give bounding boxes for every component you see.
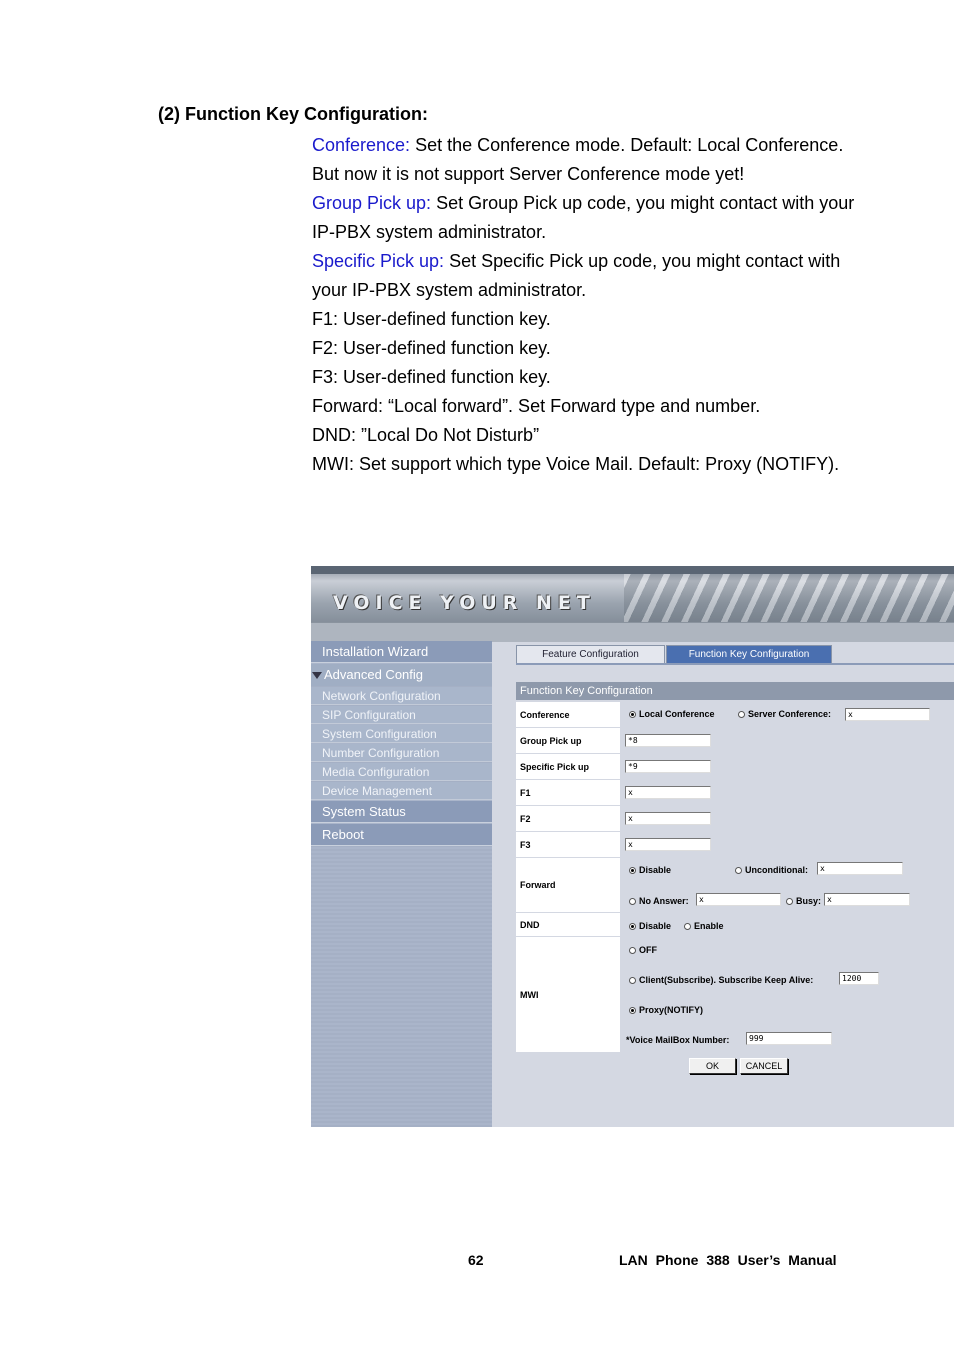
dnd-description: DND: ”Local Do Not Disturb” bbox=[312, 425, 540, 445]
label-f2: F2 bbox=[516, 806, 620, 831]
mwi-client-option[interactable] bbox=[629, 975, 813, 985]
tab-feature-configuration[interactable]: Feature Configuration bbox=[516, 645, 665, 663]
mwi-proxy-option[interactable] bbox=[629, 1005, 703, 1015]
keep-alive-input[interactable]: 1200 bbox=[839, 972, 879, 985]
sidebar-item-installation-wizard[interactable]: Installation Wizard bbox=[311, 641, 492, 663]
brand-logo: VOICE YOUR NET bbox=[333, 592, 596, 614]
sidebar-item-number-configuration[interactable]: Number Configuration bbox=[311, 744, 492, 762]
sidebar-item-reboot[interactable]: Reboot bbox=[311, 824, 492, 846]
panel-title: Function Key Configuration bbox=[516, 682, 954, 700]
option-label: Enable bbox=[694, 921, 724, 931]
conference-text: Set the Conference mode. Default: Local Conference. But now it is not support Server Conference mode yet! bbox=[312, 135, 844, 184]
server-conference-input[interactable]: x bbox=[845, 708, 930, 721]
radio-icon[interactable] bbox=[735, 867, 742, 874]
voicemail-number-label: *Voice MailBox Number: bbox=[626, 1035, 730, 1045]
local-conference-option[interactable] bbox=[629, 709, 715, 719]
option-label: Server Conference: bbox=[748, 709, 832, 719]
mwi-off-option[interactable] bbox=[629, 945, 657, 955]
f3-description: F3: User-defined function key. bbox=[312, 367, 551, 387]
group-pickup-input[interactable]: *8 bbox=[625, 734, 711, 747]
label-conference: Conference bbox=[516, 702, 620, 727]
radio-selected-icon[interactable] bbox=[629, 711, 636, 718]
radio-icon[interactable] bbox=[738, 711, 745, 718]
label-mwi: MWI bbox=[516, 937, 620, 1052]
mwi-description: MWI: Set support which type Voice Mail. Default: Proxy (NOTIFY). bbox=[312, 454, 840, 474]
unconditional-input[interactable]: x bbox=[817, 862, 903, 875]
sidebar-item-label: Advanced Config bbox=[324, 667, 424, 682]
tab-function-key-configuration[interactable]: Function Key Configuration bbox=[666, 645, 832, 663]
label-dnd: DND bbox=[516, 913, 620, 936]
option-label: OFF bbox=[639, 945, 657, 955]
voicemail-number-input[interactable]: 999 bbox=[746, 1032, 832, 1045]
sidebar-item-system-status[interactable]: System Status bbox=[311, 801, 492, 823]
forward-description: Forward: “Local forward”. Set Forward type and number. bbox=[312, 396, 761, 416]
option-label: Local Conference bbox=[639, 709, 715, 719]
group-pickup-text: Set Group Pick up code, you might contact with your IP-PBX system administrator. bbox=[312, 193, 855, 242]
label-f3: F3 bbox=[516, 832, 620, 857]
no-answer-input[interactable]: x bbox=[696, 893, 781, 906]
banner bbox=[311, 566, 954, 641]
label-group-pickup: Group Pick up bbox=[516, 728, 620, 753]
forward-busy-option[interactable] bbox=[786, 896, 821, 906]
f2-input[interactable]: x bbox=[625, 812, 711, 825]
radio-icon[interactable] bbox=[629, 947, 636, 954]
tab-underline bbox=[516, 663, 954, 665]
radio-icon[interactable] bbox=[786, 898, 793, 905]
radio-icon[interactable] bbox=[629, 898, 636, 905]
forward-disable-option[interactable] bbox=[629, 865, 671, 875]
busy-input[interactable]: x bbox=[824, 893, 910, 906]
sidebar bbox=[311, 641, 492, 1127]
radio-icon[interactable] bbox=[629, 977, 636, 984]
label-specific-pickup: Specific Pick up bbox=[516, 754, 620, 779]
label-f1: F1 bbox=[516, 780, 620, 805]
radio-selected-icon[interactable] bbox=[629, 923, 636, 930]
web-ui-screenshot bbox=[311, 566, 954, 1127]
triangle-down-icon bbox=[312, 672, 322, 679]
dnd-enable-option[interactable] bbox=[684, 921, 724, 931]
radio-selected-icon[interactable] bbox=[629, 867, 636, 874]
specific-pickup-input[interactable]: *9 bbox=[625, 760, 711, 773]
sidebar-item-advanced-config[interactable] bbox=[311, 664, 492, 686]
sidebar-item-media-configuration[interactable]: Media Configuration bbox=[311, 763, 492, 781]
forward-no-answer-option[interactable] bbox=[629, 896, 689, 906]
option-label: Unconditional: bbox=[745, 865, 808, 875]
banner-bottom-bar bbox=[311, 622, 954, 642]
page-number: 62 bbox=[468, 1252, 484, 1268]
specific-pickup-text: Set Specific Pick up code, you might contact with your IP-PBX system administrator. bbox=[312, 251, 841, 300]
sidebar-item-device-management[interactable]: Device Management bbox=[311, 782, 492, 800]
f3-input[interactable]: x bbox=[625, 838, 711, 851]
manual-title: LAN Phone 388 User’s Manual bbox=[619, 1252, 837, 1268]
option-label: Disable bbox=[639, 921, 672, 931]
group-pickup-term: Group Pick up: bbox=[312, 193, 432, 213]
option-label: Client(Subscribe). Subscribe Keep Alive: bbox=[639, 975, 814, 985]
option-label: Proxy(NOTIFY) bbox=[639, 1005, 704, 1015]
f1-input[interactable]: x bbox=[625, 786, 711, 799]
option-label: Disable bbox=[639, 865, 672, 875]
option-label: Busy: bbox=[796, 896, 822, 906]
f2-description: F2: User-defined function key. bbox=[312, 338, 551, 358]
ok-button[interactable]: OK bbox=[689, 1058, 736, 1074]
sidebar-item-sip-configuration[interactable]: SIP Configuration bbox=[311, 706, 492, 724]
radio-icon[interactable] bbox=[684, 923, 691, 930]
specific-pickup-term: Specific Pick up: bbox=[312, 251, 445, 271]
forward-unconditional-option[interactable] bbox=[735, 865, 808, 875]
banner-decoration bbox=[624, 574, 954, 622]
description-block bbox=[312, 131, 872, 479]
sidebar-item-system-configuration[interactable]: System Configuration bbox=[311, 725, 492, 743]
conference-term: Conference: bbox=[312, 135, 411, 155]
label-forward: Forward bbox=[516, 858, 620, 912]
banner-top-strip bbox=[311, 566, 954, 574]
section-heading: (2) Function Key Configuration: bbox=[158, 104, 428, 124]
sidebar-item-network-configuration[interactable]: Network Configuration bbox=[311, 687, 492, 705]
cancel-button[interactable]: CANCEL bbox=[740, 1058, 788, 1074]
server-conference-option[interactable] bbox=[738, 709, 831, 719]
f1-description: F1: User-defined function key. bbox=[312, 309, 551, 329]
radio-selected-icon[interactable] bbox=[629, 1007, 636, 1014]
dnd-disable-option[interactable] bbox=[629, 921, 671, 931]
option-label: No Answer: bbox=[639, 896, 689, 906]
